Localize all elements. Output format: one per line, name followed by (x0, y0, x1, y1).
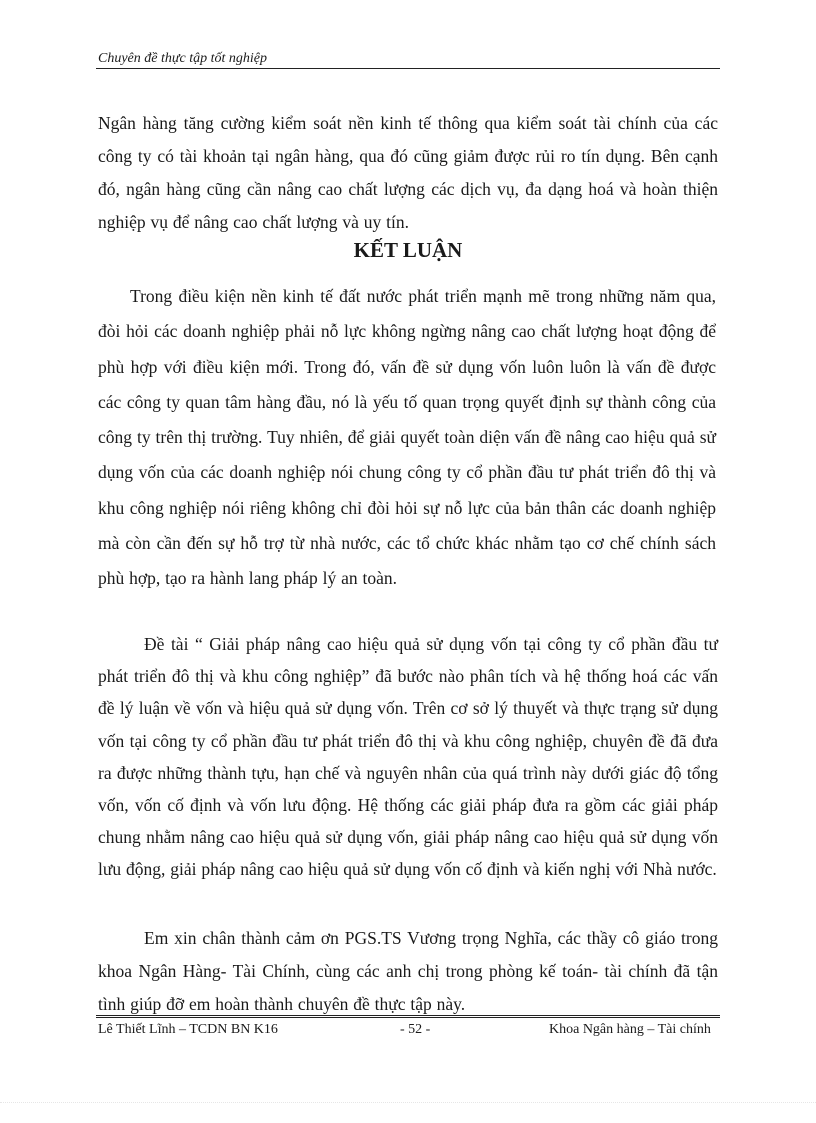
footer-divider (96, 1015, 720, 1016)
header-divider (96, 68, 720, 69)
page-bottom-edge (0, 1102, 816, 1103)
page-number: - 52 - (400, 1022, 431, 1037)
paragraph-conclusion-1: Trong điều kiện nền kinh tế đất nước phát triển mạnh mẽ trong những năm qua, đòi hỏi các doanh nghiệp phải nỗ lực không ngừng nâng cao chất lượng hoạt động để phù hợp với điều kiện mới. Trong đó, vấn đề sử dụng vốn luôn luôn là vấn đề được các công ty quan tâm hàng đầu, nó là yếu tố quan trọng quyết định sự thành công của công ty trên thị trường. Tuy nhiên, để giải quyết toàn diện vấn đề nâng cao hiệu quả sử dụng vốn của các doanh nghiệp nói chung công ty cổ phần đầu tư phát triển đô thị và khu công nghiệp nói riêng không chỉ đòi hỏi sự nỗ lực của bản thân các doanh nghiệp mà còn cần đến sự hỗ trợ từ nhà nước, các tổ chức khác nhằm tạo cơ chế chính sách phù hợp, tạo ra hành lang pháp lý an toàn. (98, 286, 716, 589)
running-header: Chuyên đề thực tập tốt nghiệp (98, 51, 267, 66)
paragraph-intro: Ngân hàng tăng cường kiểm soát nền kinh tế thông qua kiểm soát tài chính của các công ty có tài khoản tại ngân hàng, qua đó cũng giảm được rủi ro tín dụng. Bên cạnh đó, ngân hàng cũng cần nâng cao chất lượng các dịch vụ, đa dạng hoá và hoàn thiện nghiệp vụ để nâng cao chất lượng và uy tín. (98, 113, 718, 232)
section-title: KẾT LUẬN (353, 238, 463, 262)
footer-author: Lê Thiết Lĩnh – TCDN BN K16 (98, 1022, 278, 1037)
paragraph-conclusion-2: Đề tài “ Giải pháp nâng cao hiệu quả sử dụng vốn tại công ty cổ phần đầu tư phát triển đô thị và khu công nghiệp” đã bước nào phân tích và hệ thống hoá các vấn đề lý luận về vốn và hiệu quả sử dụng vốn. Trên cơ sở lý thuyết và thực trạng sử dụng vốn tại công ty cổ phần đầu tư phát triển đô thị và khu công nghiệp, chuyên đề đã đưa ra được những thành tựu, hạn chế và nguyên nhân của quá trình này dưới giác độ tổng vốn, vốn cố định và vốn lưu động. Hệ thống các giải pháp đưa ra gồm các giải pháp chung nhằm nâng cao hiệu quả sử dụng vốn, giải pháp nâng cao hiệu quả sử dụng vốn lưu động, giải pháp nâng cao hiệu quả sử dụng vốn cố định và kiến nghị với Nhà nước. (98, 634, 718, 880)
footer-divider-secondary (96, 1017, 720, 1018)
footer-department: Khoa Ngân hàng – Tài chính (549, 1022, 711, 1037)
paragraph-acknowledgement: Em xin chân thành cảm ơn PGS.TS Vương trọng Nghĩa, các thầy cô giáo trong khoa Ngân Hàng- Tài Chính, cùng các anh chị trong phòng kế toán- tài chính đã tận tình giúp đỡ em hoàn thành chuyên đề thực tập này. (98, 928, 718, 1014)
